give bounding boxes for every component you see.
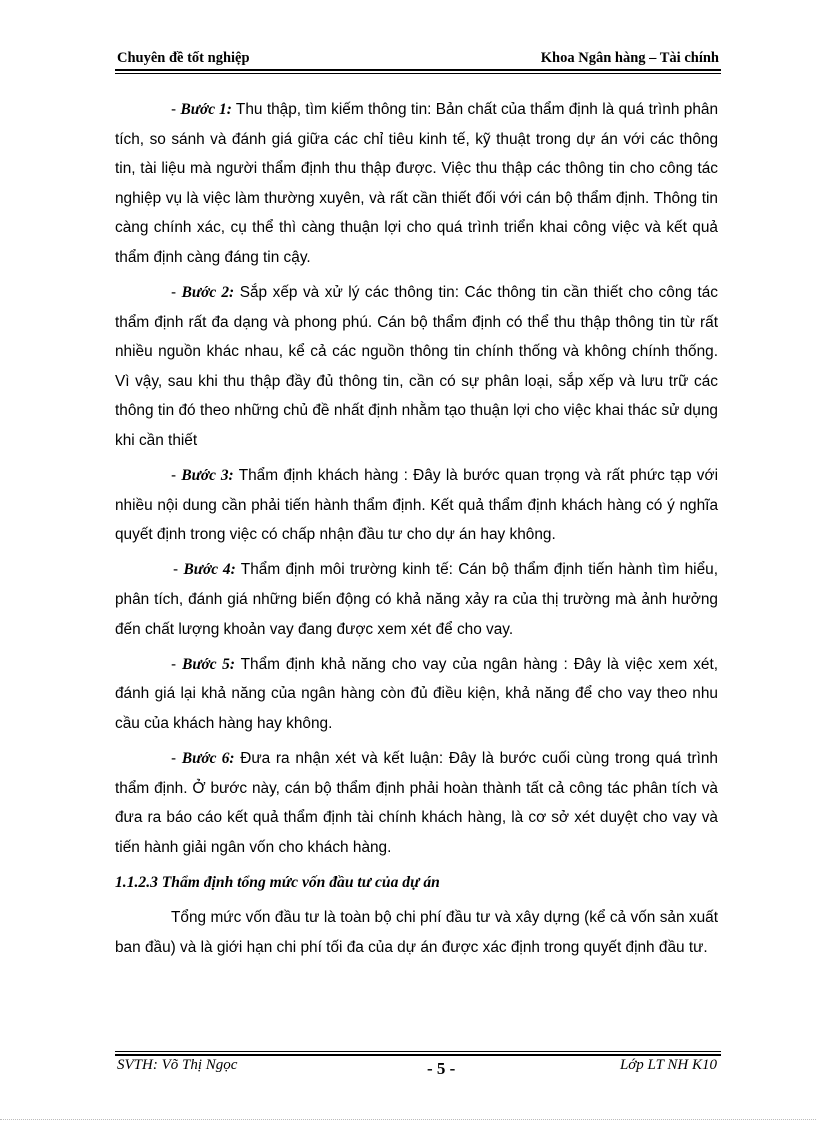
header-faculty: Khoa Ngân hàng – Tài chính	[540, 50, 719, 66]
footer-divider	[115, 1054, 721, 1056]
page-header	[115, 48, 721, 70]
body-text	[115, 95, 718, 968]
step-label: Bước 3:	[181, 467, 234, 485]
step-label: Bước 6:	[181, 749, 235, 767]
step-label: Bước 1:	[180, 101, 232, 118]
step-2-paragraph: - Bước 2: Sắp xếp và xử lý các thông tin: Các thông tin cần thiết cho công tác thẩm định rất đa dạng và phong phú. Cán bộ thẩm định có thể thu thập thông tin từ rất nhiều nguồn khác nhau, kể cả các nguồn thông tin chính thống và không chính thống. Vì vậy, sau khi thu thập đầy đủ thông tin, cần có sự phân loại, sắp xếp và lưu trữ các thông tin đó theo những chủ đề nhất định nhằm tạo thuận lợi cho việc khai thác sử dụng khi cần thiết	[115, 284, 718, 450]
header-title: Chuyên đề tốt nghiệp	[117, 50, 250, 66]
step-4-paragraph: - Bước 4: Thẩm định môi trường kinh tế: Cán bộ thẩm định tiến hành tìm hiểu, phân tích, đánh giá những biến động có khả năng xảy ra của thị trường mà ảnh hưởng đến chất lượng khoản vay đang được xem xét để cho vay.	[115, 561, 718, 638]
page-footer	[115, 1057, 721, 1081]
section-heading: 1.1.2.3 Thẩm định tổng mức vốn đầu tư của dự án	[115, 873, 440, 891]
footer-class: Lớp LT NH K10	[619, 1057, 717, 1073]
step-label: Bước 5:	[182, 655, 235, 673]
step-3-paragraph: - Bước 3: Thẩm định khách hàng : Đây là bước quan trọng và rất phức tạp với nhiều nội dung cần phải tiến hành thẩm định. Kết quả thẩm định khách hàng có ý nghĩa quyết định trong việc có chấp nhận đầu tư cho dự án hay không.	[115, 467, 719, 544]
step-5-paragraph: - Bước 5: Thẩm định khả năng cho vay của ngân hàng : Đây là việc xem xét, đánh giá lại khả năng của ngân hàng còn đủ điều kiện, khả năng để cho vay theo nhu cầu của khách hàng hay không.	[115, 655, 719, 732]
footer-divider-thin	[115, 1051, 721, 1052]
step-label: Bước 2:	[181, 284, 235, 302]
step-text: Thu thập, tìm kiếm thông tin: Bản chất của thẩm định là quá trình phân tích, so sánh và đánh giá giữa các chỉ tiêu kinh tế, kỹ thuật trong dự án với các thông tin, tài liệu mà người thẩm định thu thập được. Việc thu thập các thông tin cho công tác nghiệp vụ là việc làm thường xuyên, và rất cần thiết đối với cán bộ thẩm định. Thông tin càng chính xác, cụ thể thì càng thuận lợi cho quá trình triển khai công việc và kết quả thẩm định càng đáng tin cậy.	[115, 101, 719, 266]
step-text: Đưa ra nhận xét và kết luận: Đây là bước cuối cùng trong quá trình thẩm định. Ở bước này, cán bộ thẩm định phải hoàn thành tất cả công tác phân tích và đưa ra báo cáo kết quả thẩm định tài chính khách hàng, là cơ sở xét duyệt cho vay và tiến hành giải ngân vốn cho khách hàng.	[115, 749, 718, 856]
step-6-paragraph: - Bước 6: Đưa ra nhận xét và kết luận: Đây là bước cuối cùng trong quá trình thẩm định. Ở bước này, cán bộ thẩm định phải hoàn thành tất cả công tác phân tích và đưa ra báo cáo kết quả thẩm định tài chính khách hàng, là cơ sở xét duyệt cho vay và tiến hành giải ngân vốn cho khách hàng.	[115, 749, 718, 856]
step-label: Bước 4:	[183, 561, 236, 579]
step-1-paragraph: - Bước 1: Thu thập, tìm kiếm thông tin: Bản chất của thẩm định là quá trình phân tích, so sánh và đánh giá giữa các chỉ tiêu kinh tế, kỹ thuật trong dự án với các thông tin, tài liệu mà người thẩm định thu thập được. Việc thu thập các thông tin cho công tác nghiệp vụ là việc làm thường xuyên, và rất cần thiết đối với cán bộ thẩm định. Thông tin càng chính xác, cụ thể thì càng thuận lợi cho quá trình triển khai công việc và kết quả thẩm định càng đáng tin cậy.	[115, 101, 719, 266]
step-text: Sắp xếp và xử lý các thông tin: Các thông tin cần thiết cho công tác thẩm định rất đa dạng và phong phú. Cán bộ thẩm định có thể thu thập thông tin từ rất nhiều nguồn khác nhau, kể cả các nguồn thông tin chính thống và không chính thống. Vì vậy, sau khi thu thập đầy đủ thông tin, cần có sự phân loại, sắp xếp và lưu trữ các thông tin đó theo những chủ đề nhất định nhằm tạo thuận lợi cho việc khai thác sử dụng khi cần thiết	[115, 284, 718, 450]
page-number: - 5 -	[427, 1059, 456, 1078]
section-paragraph: Tổng mức vốn đầu tư là toàn bộ chi phí đầu tư và xây dựng (kể cả vốn sản xuất ban đầu) và là giới hạn chi phí tối đa của dự án được xác định trong quyết định đầu tư.	[115, 908, 718, 956]
footer-author: SVTH: Võ Thị Ngọc	[117, 1057, 238, 1073]
page-bottom-edge	[0, 1119, 816, 1120]
header-divider-thin	[115, 73, 721, 74]
step-text: Thẩm định khả năng cho vay của ngân hàng : Đây là việc xem xét, đánh giá lại khả năng của ngân hàng còn đủ điều kiện, khả năng để cho vay theo nhu cầu của khách hàng hay không.	[115, 655, 719, 732]
header-divider	[115, 69, 721, 71]
step-text: Thẩm định môi trường kinh tế: Cán bộ thẩm định tiến hành tìm hiểu, phân tích, đánh giá những biến động có khả năng xảy ra của thị trường mà ảnh hưởng đến chất lượng khoản vay đang được xem xét để cho vay.	[115, 561, 718, 638]
step-text: Thẩm định khách hàng : Đây là bước quan trọng và rất phức tạp với nhiều nội dung cần phải tiến hành thẩm định. Kết quả thẩm định khách hàng có ý nghĩa quyết định trong việc có chấp nhận đầu tư cho dự án hay không.	[115, 467, 719, 544]
